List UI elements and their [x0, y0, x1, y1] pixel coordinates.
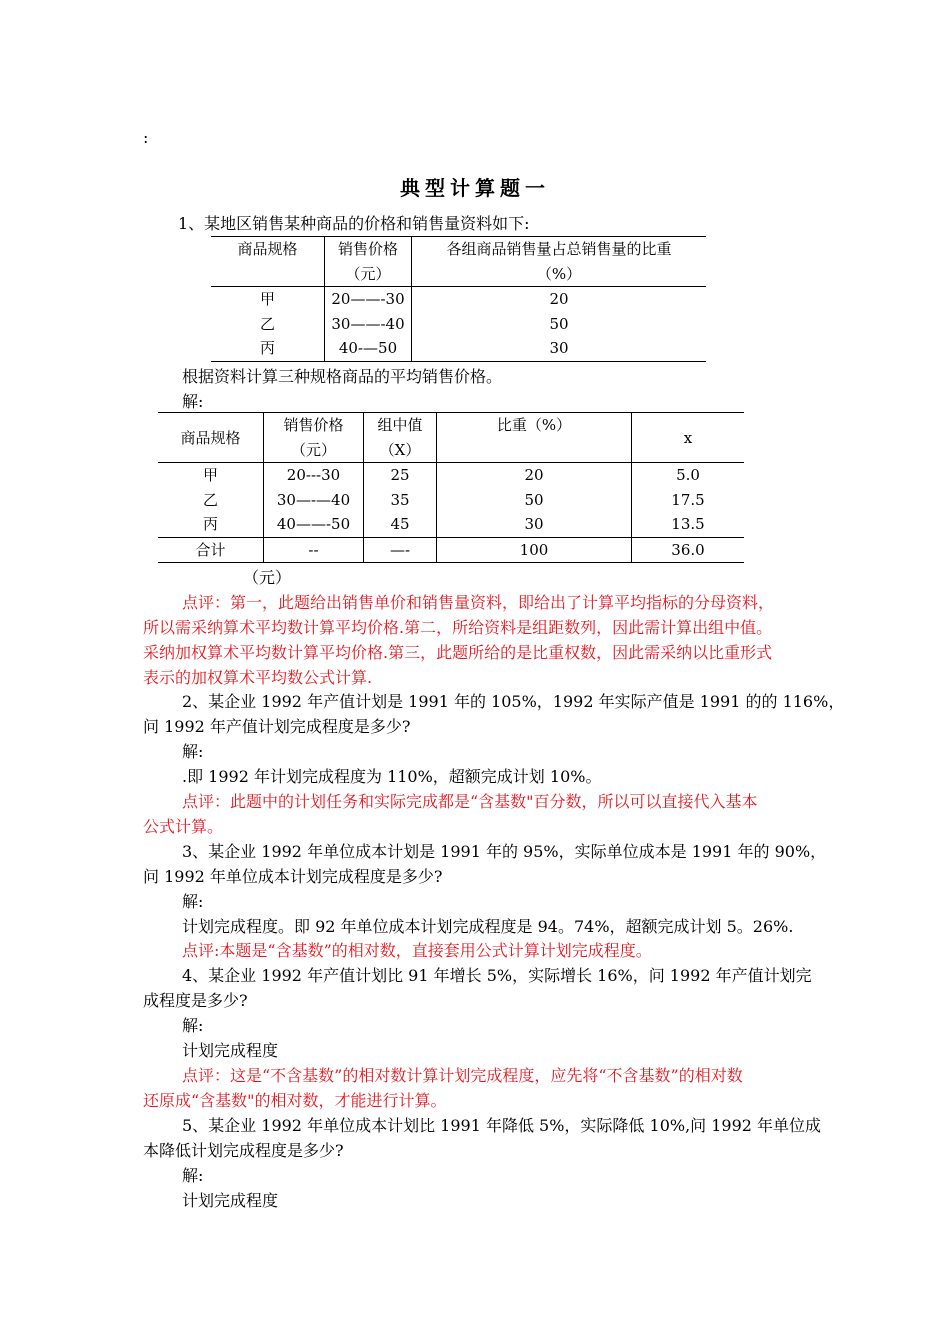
q2-line: 问 1992 年产值计划完成程度是多少?: [143, 717, 411, 736]
header-midpoint: 组中值: [364, 413, 437, 438]
q3-line: 问 1992 年单位成本计划完成程度是多少?: [143, 867, 443, 886]
solution-table: [158, 412, 744, 563]
q4-comment-line: 还原成“含基数"的相对数，才能进行计算。: [143, 1091, 447, 1110]
header-spec: 商品规格: [158, 413, 264, 463]
unit-note: （元）: [243, 568, 292, 587]
q3-line: 3、某企业 1992 年单位成本计划是 1991 年的 95%，实际单位成本是 1991 年的 90%，: [182, 842, 827, 861]
table-row: 乙 30——-40 50: [211, 312, 706, 337]
q3-comment-line: 点评:本题是“含基数”的相对数，直接套用公式计算计划完成程度。: [182, 941, 652, 960]
q2-line: 2、某企业 1992 年产值计划是 1991 年的 105%，1992 年实际产值是 1991 的的 116%，: [182, 692, 845, 711]
q2-comment-line: 公式计算。: [143, 817, 224, 836]
header-share: 各组商品销售量占总销售量的比重: [412, 237, 707, 262]
q1-comment-line: 所以需采纳算术平均数计算平均价格.第二，所给资料是组距数列，因此需计算出组中值。: [143, 618, 773, 637]
q5-line: 5、某企业 1992 年单位成本计划比 1991 年降低 5%，实际降低 10%,问 1992 年单位成: [182, 1116, 822, 1135]
q1-comment-line: 采纳加权算术平均数计算平均价格.第三，此题所给的是比重权数，因此需采纳以比重形式: [143, 643, 773, 662]
header-price-unit: （元）: [325, 262, 412, 287]
q4-solution-label: 解:: [182, 1016, 204, 1035]
header-price: 销售价格: [325, 237, 412, 262]
q1-task: 根据资料计算三种规格商品的平均销售价格。: [182, 367, 503, 386]
header-x: x: [632, 413, 745, 463]
q1-prompt: 1、某地区销售某种商品的价格和销售量资料如下:: [178, 214, 530, 233]
header-price-unit: （元）: [264, 438, 364, 463]
q2-solution-label: 解:: [182, 742, 204, 761]
header-share: 比重（%）: [437, 413, 632, 438]
q3-answer: 计划完成程度。即 92 年单位成本计划完成程度是 94。74%，超额完成计划 5。26%.: [182, 917, 794, 936]
q4-line: 成程度是多少?: [143, 991, 248, 1010]
q3-solution-label: 解:: [182, 892, 204, 911]
table-row-total: 合计 -- —- 100 36.0: [158, 537, 744, 563]
q5-solution-label: 解:: [182, 1166, 204, 1185]
q2-answer: .即 1992 年计划完成程度为 110%，超额完成计划 10%。: [182, 767, 602, 786]
header-price: 销售价格: [264, 413, 364, 438]
header-midpoint-unit: （X）: [364, 438, 437, 463]
colon-mark: :: [143, 128, 149, 147]
table-row: 丙 40-—50 30: [211, 336, 706, 361]
table-row: 甲 20---30 25 20 5.0: [158, 463, 744, 488]
header-spec: 商品规格: [211, 237, 325, 262]
table-row: 乙 30—-—40 35 50 17.5: [158, 488, 744, 513]
q2-comment-line: 点评：此题中的计划任务和实际完成都是“含基数"百分数，所以可以直接代入基本: [182, 792, 758, 811]
header-share-unit: （%）: [412, 262, 707, 287]
q1-comment-line: 表示的加权算术平均数公式计算.: [143, 668, 373, 687]
table-row: 丙 40——-50 45 30 13.5: [158, 512, 744, 537]
page-title: 典型计算题一: [400, 176, 550, 200]
table-row: 甲 20——-30 20: [211, 287, 706, 312]
q5-line: 本降低计划完成程度是多少?: [143, 1141, 344, 1160]
q4-answer: 计划完成程度: [182, 1041, 279, 1060]
price-share-table: [211, 236, 706, 362]
q5-answer: 计划完成程度: [182, 1191, 279, 1210]
q4-comment-line: 点评：这是“不含基数”的相对数计算计划完成程度，应先将“不含基数”的相对数: [182, 1066, 743, 1085]
q1-solution-label: 解:: [182, 392, 204, 411]
q4-line: 4、某企业 1992 年产值计划比 91 年增长 5%，实际增长 16%，问 1992 年产值计划完: [182, 966, 812, 985]
q1-comment-line: 点评：第一，此题给出销售单价和销售量资料，即给出了计算平均指标的分母资料，: [182, 593, 775, 612]
